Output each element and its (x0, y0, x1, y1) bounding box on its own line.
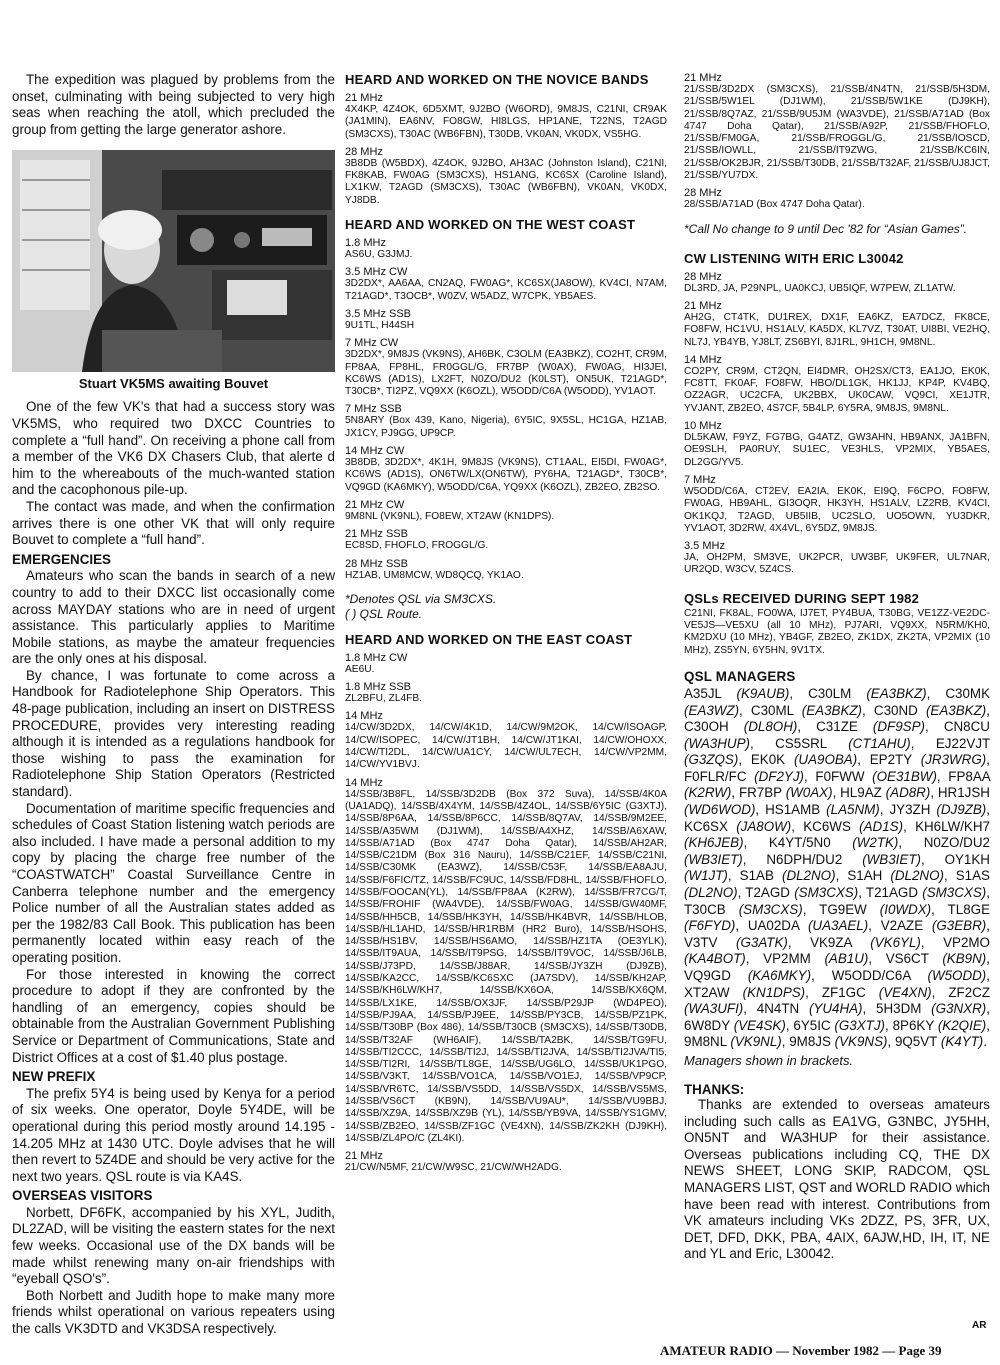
band-label: 1.8 MHz (345, 237, 386, 250)
manager-call: 5H3DM (876, 1001, 922, 1017)
band-label: 28 MHz SSB (345, 557, 408, 570)
manager-call: VQ9GD (684, 968, 731, 983)
band-label: 3.5 MHz CW (345, 266, 408, 279)
section-heading-east-coast: HEARD AND WORKED ON THE EAST COAST (345, 631, 633, 647)
call-list: DL3RD, JA, P29NPL, UA0KCJ, UB5IQF, W7PEW, ZL1ATW. (684, 282, 956, 294)
manager-route: (AD1S) (859, 818, 904, 834)
manager-call: FP8AA (948, 768, 990, 784)
manager-route: (K4YT) (940, 1034, 984, 1050)
paragraph: For those interested in knowing the correct procedure to adopt if they are confronted by the handling of an emergency, copies should be obtainable from the Australian Government Publishing Service or Department of Communications, State and District Offices at a cost of $1.40 plus postage. (12, 966, 335, 1065)
call-list: HZ1AB, UM8MCW, WD8QCQ, YK1AO. (345, 569, 524, 581)
manager-route: (EA3WZ) (684, 702, 740, 718)
column-left (12, 72, 335, 1338)
band-label: 7 MHz (684, 473, 716, 486)
paragraph: Documentation of maritime specific frequencies and schedules of Coast Station listening watch periods are also included. I have made a personal addition to my copy by placing the charge free number of the “COASTWATCH” Coastal Surveillance Centre in Canberra telephone number and the emergency Police number of all the Australian states added as per the 1982/83 Call Book. This publication has been permanently located within easy reach of the operating position. (12, 800, 335, 965)
manager-call: V2AZE (880, 918, 924, 934)
manager-route: (WB3IET) (862, 851, 921, 867)
manager-call: 9Q5VT (894, 1034, 938, 1050)
footnote: ( ) QSL Route. (345, 606, 423, 621)
manager-call: TL8GE (947, 901, 990, 917)
call-list: 9U1TL, H44SH (345, 319, 415, 331)
manager-call: T21AGD (865, 885, 919, 901)
band-label: 7 MHz CW (345, 337, 399, 350)
call-list: 14/CW/3D2DX, 14/CW/4K1D, 14/CW/9M2OK, 14/CW/ISOAGP, 14/CW/ISOPEC, 14/CW/JT1BH, 14/CW/JT1KAI, 14/CW/OHOXX, 14/CW/TI2DL, 14/CW/UA1CY, 14/CW/UL7ECH, 14/CW/VP2MM, 14/CW/YV1BVJ. (345, 722, 667, 771)
manager-call: 6Y5IC (793, 1017, 831, 1033)
manager-route: (W1JT) (684, 868, 728, 884)
band-label: 1.8 MHz CW (345, 651, 408, 664)
manager-route: (DF2YJ) (754, 768, 805, 784)
manager-route: (AD8R) (885, 785, 931, 801)
manager-call: KC6SX (684, 818, 728, 834)
call-list: W5ODD/C6A, CT2EV, EA2IA, EK0K, EI9Q, F6CPO, FO8FW, FW0AG, HB9AHL, GI3OQR, HK3YH, HS1ALV, LZ2RB, KV4CI, OK1KQJ, T2AGD, UB5IIB, UC2SLO, UO5OWN, YU3DKR, YV1AOT, 3D2RW, 4X4VL, 6Y5DZ, 9M8JS. (684, 485, 990, 534)
manager-route: (KN1DPS) (742, 984, 806, 1000)
photo-illustration (12, 150, 335, 372)
manager-route: (EA3BKZ) (801, 702, 863, 718)
manager-call: ZF2CZ (948, 984, 990, 1000)
band-label: 28 MHz (684, 187, 722, 200)
call-list: AE6U. (345, 663, 375, 675)
call-list: 28/SSB/A71AD (Box 4747 Doha Qatar). (684, 199, 865, 211)
manager-call: C31ZE (816, 719, 858, 735)
manager-route: (DL2NO) (890, 868, 944, 884)
manager-call: 9M8NL (684, 1034, 727, 1050)
manager-call: EP2TY (869, 752, 912, 768)
paragraph: One of the few VK's that had a success story was VK5MS, who required two DXCC Countries to complete a “full hand”. On receiving a phone call from a member of the VK6 DX Chasers Club, that alerte d him to the whereabouts of the much-wanted station and the cacophonous pile-up. (12, 399, 335, 498)
manager-route: (KB9N) (942, 951, 987, 967)
call-list: 9M8NL (VK9NL), FO8EW, XT2AW (KN1DPS). (345, 510, 555, 522)
manager-route: (VE4XN) (878, 984, 932, 1000)
band-label: 21 MHz (345, 1150, 383, 1163)
manager-route: (K2RW) (684, 785, 732, 801)
section-heading-qsls-received: QSLs RECEIVED DURING SEPT 1982 (684, 590, 920, 606)
manager-call: C30ND (873, 702, 918, 718)
manager-route: (EA3BKZ) (866, 685, 927, 701)
qsl-managers-list: A35JL (K9AUB), C30LM (EA3BKZ), C30MK (EA3WZ), C30ML (EA3BKZ), C30ND (EA3BKZ), C30OH (DL8OH), C31ZE (DF9SP), CN8CU (WA3HUP), CS5SRL (CT1AHU), EJ22VJT (G3ZQS), EK0K (UA9OBA), EP2TY (JR3WRG), F0FLR/FC (DF2YJ), F0FWW (OE31BW), FP8AA (K2RW), FR7BP (W0AX), HL9AZ (AD8R), HR1JSH (WD6WOD), HS1AMB (LA5NM), JY3ZH (DJ9ZB), KC6SX (JA8OW), KC6WS (AD1S), KH6LW/KH7 (KH6JEB), K4YT/5N0 (W2TK), N0ZO/DU2 (WB3IET), N6DPH/DU2 (WB3IET), OY1KH (W1JT), S1AB (DL2NO), S1AH (DL2NO), S1AS (DL2NO), T2AGD (SM3CXS), T21AGD (SM3CXS), T30CB (SM3CXS), TG9EW (I0WDX), TL8GE (F6FYD), UA02DA (UA3AEL), V2AZE (G3EBR), V3TV (G3ATK), VK9ZA (VK6YL), VP2MO (KA4BOT), VP2MM (AB1U), VS6CT (KB9N), VQ9GD (KA6MKY), W5ODD/C6A (W5ODD), XT2AW (KN1DPS), ZF1GC (VE4XN), ZF2CZ (WA3UFI), 4N4TN (YU4HA), 5H3DM (G3NXR), 6W8DY (VE4SK), 6Y5IC (G3XTJ), 8P6KY (K2QIE), 9M8NL (VK9NL), 9M8JS (VK9NS), 9Q5VT (K4YT). (684, 685, 990, 1050)
band-label: 10 MHz (684, 420, 722, 433)
manager-call: F0FLR/FC (684, 768, 747, 784)
manager-call: EK0K (750, 752, 786, 768)
manager-call: KC6WS (803, 818, 851, 834)
band-label: 14 MHz (345, 710, 383, 723)
manager-route: (UA3AEL) (807, 918, 869, 934)
manager-route: (WA3UFI) (684, 1001, 744, 1017)
manager-route: (WB3IET) (684, 851, 743, 867)
section-heading-emergencies: EMERGENCIES (12, 551, 111, 567)
manager-call: T2AGD (745, 885, 790, 901)
manager-route: (W5ODD) (927, 968, 987, 983)
manager-route: (W0AX) (785, 785, 833, 801)
manager-route: (G3NXR) (931, 1001, 987, 1017)
manager-call: CN8CU (943, 719, 990, 735)
manager-call: UA02DA (747, 918, 800, 934)
paragraph: Amateurs who scan the bands in search of a new country to add to their DXCC list occasionally come across MAYDAY stations who are in need of urgent assistance. This particularly applies to Maritime Mobile stations, as maybe the amateur frequencies are the only ones at his disposal. (12, 568, 335, 667)
manager-route: (JR3WRG) (920, 752, 987, 768)
manager-route: (DL8OH) (743, 719, 798, 735)
manager-route: (I0WDX) (879, 901, 932, 917)
manager-call: 8P6KY (892, 1017, 935, 1033)
manager-route: (AB1U) (824, 951, 869, 967)
section-heading-qsl-managers: QSL MANAGERS (684, 668, 796, 684)
call-list: 3B8DB (W5BDX), 4Z4OK, 9J2BO, AH3AC (Johnston Island), C21NI, FK8KAB, FW0AG (SM3CXS), HS1ANG, KC6SX (Caroline Island), LX1KW, T2AGD (SM3CXS), T30AC (WB6FBN), VK0AN, VK0DX, YJ8DB. (345, 157, 667, 206)
manager-call: CS5SRL (775, 735, 827, 751)
band-label: 7 MHz SSB (345, 403, 402, 416)
footnote: *Denotes QSL via SM3CXS. (345, 591, 497, 606)
manager-route: (KA6MKY) (747, 968, 812, 983)
manager-route: (DJ9ZB) (936, 802, 987, 818)
article-body (12, 72, 335, 138)
manager-route: (SM3CXS) (738, 901, 803, 917)
manager-route: (G3EBR) (931, 918, 987, 934)
manager-route: (DL2NO) (781, 868, 836, 884)
manager-route: (K2QIE) (937, 1017, 987, 1033)
call-list: AH2G, CT4TK, DU1REX, DX1F, EA6KZ, EA7DCZ, FK8CE, FO8FW, HC1VU, HS1ALV, KA5DX, KL7VZ, T30AT, UI8BI, VE2HQ, NL7J, YB4YB, YJ8LT, ZS6BYI, 8J1RL, 9H1CH, 9M8NL. (684, 311, 990, 348)
manager-route: (WD6WOD) (684, 802, 756, 818)
manager-call: EJ22VJT (935, 735, 990, 751)
call-list: 21/SSB/3D2DX (SM3CXS), 21/SSB/4N4TN, 21/SSB/5H3DM, 21/SSB/5W1EL (DJ1WM), 21/SSB/5W1KE (DJ9KH), 21/SSB/8Q7AZ, 21/SSB/9U5JM (WA3VDE), 21/SSB/A71AD (Box 4747 Doha Qatar), 21/SSB/A92P, 21/SSB/FHOFLO, 21/SSB/FM0GA, 21/SSB/FROGGL/G, 21/SSB/IOSCD, 21/SSB/IOWLL, 21/SSB/IT9ZWG, 21/SSB/KC6IN, 21/SSB/OK2BJR, 21/SSB/T30DB, 21/SSB/T32AF, 21/SSB/UJ8JCT, 21/SSB/YU7DX. (684, 84, 990, 182)
call-list: 3D2DX*, AA6AA, CN2AQ, FW0AG*, KC6SX(JA8OW), KV4CI, N7AM, T21AGD*, T3OCB*, W0ZV, W5ADZ, W7CPK, YB5AES. (345, 278, 667, 302)
manager-call: VS6CT (885, 951, 929, 967)
call-list: 21/CW/N5MF, 21/CW/W9SC, 21/CW/WH2ADG. (345, 1162, 562, 1174)
call-list: AS6U, G3JMJ. (345, 249, 413, 261)
band-label: 3.5 MHz SSB (345, 307, 412, 320)
manager-call: C30LM (808, 685, 852, 701)
band-label: 14 MHz CW (345, 445, 405, 458)
call-list: 3B8DB, 3D2DX*, 4K1H, 9M8JS (VK9NS), CT1AAL, EI5DI, FW0AG*, KC6WS (AD1S), ON6TW/LX(ON6TW), PY6HA, T21AGD*, T30CB*, VQ9GD (KA6MKY), W5ODD/C6A, YQ9XX (K6OZL), ZB2EO, ZB2SO. (345, 457, 667, 493)
manager-call: N0ZO/DU2 (923, 835, 990, 851)
manager-call: XT2AW (684, 984, 730, 1000)
manager-call: S1AH (847, 868, 883, 884)
manager-route: (DL2NO) (684, 885, 738, 901)
manager-call: HS1AMB (765, 802, 821, 818)
manager-call: S1AB (739, 868, 774, 884)
band-label: 3.5 MHz (684, 540, 725, 553)
manager-route: (KA4BOT) (684, 951, 746, 967)
manager-call: 6W8DY (684, 1017, 730, 1033)
manager-call: A35JL (684, 685, 722, 701)
manager-call: V3TV (684, 934, 718, 950)
band-label: 28 MHz (345, 145, 383, 158)
manager-call: W5ODD/C6A (831, 968, 911, 983)
thanks-body (684, 1097, 990, 1263)
manager-call: HR1JSH (937, 785, 990, 801)
call-list: 5N8ARY (Box 439, Kano, Nigeria), 6Y5IC, 9X5SL, HC1GA, HZ1AB, JX1CY, PJ9GG, UP9CP. (345, 415, 667, 439)
band-label: 28 MHz (684, 270, 722, 283)
manager-route: (W2TK) (852, 835, 899, 851)
call-list: JA, OH2PM, SM3VE, UK2PCR, UW3BF, UK9FER, UL7NAR, UR2QD, W3CV, 5Z4CS. (684, 552, 990, 576)
paragraph: By chance, I was fortunate to come across a Handbook for Radiotelephone Ship Operators. This 48-page publication, including an insert on DISTRESS PROCEDURE, provides very interesting reading although it is intended as a regulations handbook for those wishing to pass the examination for Radiotelephone Ship Station Operators (Restricted standard). (12, 667, 335, 800)
manager-call: OY1KH (944, 851, 990, 867)
manager-call: K4YT/5N0 (768, 835, 831, 851)
paragraph: Norbett, DF6FK, accompanied by his XYL, Judith, DL2ZAD, will be visiting the eastern states for the next few weeks. Occasional use of the DX bands will be made whilst renewing many on-air friendships with “eyeball QSO's”. (12, 1204, 335, 1287)
manager-route: (G3XTJ) (834, 1017, 886, 1033)
band-label: 14 MHz (684, 353, 722, 366)
article-body-continued (12, 399, 335, 1337)
manager-call: C30ML (750, 702, 794, 718)
manager-route: (CT1AHU) (848, 735, 911, 751)
band-label: 21 MHz (684, 299, 722, 312)
band-label: 21 MHz (345, 92, 383, 104)
manager-route: (VK9NS) (834, 1034, 888, 1050)
photo-caption: Stuart VK5MS awaiting Bouvet (78, 376, 269, 392)
managers-note: Managers shown in brackets. (684, 1052, 854, 1068)
call-list: 3D2DX*, 9M8JS (VK9NS), AH6BK, C3OLM (EA3BKZ), CO2HT, CR9M, FP8AA, FP8HL, FR0GGL/G, FR7BP (W0AX), FW0AG, HI3JEI, KC6WS (AD1S), LX2FT, N0ZO/DU2 (K0LST), ON5UK, T21AGD*, T30CB*, TI2PZ, VQ9XX (K6OZL), W5ODD/C6A (W5ODD), YV1AOT. (345, 349, 667, 398)
manager-call: S1AS (955, 868, 990, 884)
manager-call: VP2MO (943, 934, 990, 950)
manager-route: (JA8OW) (736, 818, 792, 834)
manager-route: (VK9NL) (730, 1034, 782, 1050)
call-list: ZL2BFU, ZL4FB. (345, 693, 422, 705)
manager-call: VK9ZA (810, 934, 852, 950)
manager-call: C30OH (684, 719, 729, 735)
section-heading-west-coast: HEARD AND WORKED ON THE WEST COAST (345, 217, 636, 233)
manager-route: (K9AUB) (736, 685, 790, 701)
manager-route: (WA3HUP) (684, 735, 750, 751)
manager-route: (OE31BW) (872, 768, 937, 784)
manager-call: JY3ZH (889, 802, 931, 818)
manager-call: HL9AZ (840, 785, 882, 801)
manager-route: (SM3CXS) (794, 885, 859, 901)
call-list: C21NI, FK8AL, FO0WA, IJ7ET, PY4BUA, T30BG, VE1ZZ-VE2DC-VE5JS—VE5XU (all 10 MHz), PJ7ARI, VQ9XX, N5RM/KH0, KM2DXU (10 MHz), YB4GF, ZB2EO, ZK1DX, ZK2TA, VP2MIX (10 MHz), ZS5YN, 6Y5HN, 9V1TX. (684, 607, 990, 656)
footnote: *Call No change to 9 until Dec '82 for “Asian Games”. (684, 221, 968, 236)
manager-call: N6DPH/DU2 (766, 851, 843, 867)
manager-call: KH6LW/KH7 (915, 818, 990, 834)
manager-call: ZF1GC (821, 984, 866, 1000)
photo-vk5ms (12, 150, 335, 372)
end-mark: AR (972, 1320, 987, 1331)
manager-call: VP2MM (763, 951, 811, 967)
call-list: CO2PY, CR9M, CT2QN, EI4DMR, OH2SX/CT3, EA1JO, EK0K, FC8TT, FK0AF, FO8FW, HBO/DL1GK, HK1JJ, KP4P, KV4BQ, OZ2AGR, UC2CFA, UK2BBX, UK0CAW, VQ9CI, XE1JTR, YVJANT, ZB2EO, 4S7CF, 5B4LP, 6Y5RA, 9M8JS, 9M8NL. (684, 365, 990, 414)
paragraph: Both Norbett and Judith hope to make many more friends whilst operational on various repeaters using the calls VK3DTD and VK3DSA respectively. (12, 1287, 335, 1337)
manager-route: (VE4SK) (733, 1017, 786, 1033)
paragraph: The prefix 5Y4 is being used by Kenya for a period of six weeks. One operator, Doyle 5Y4DE, will be operational during this period mostly around 14.195 - 14.205 MHz at 1430 UTC. Doyle advises that he will then revert to 5Z4DE and should be very active for the next two years. QSL route is via KA4S. (12, 1085, 335, 1184)
manager-call: T30CB (684, 901, 726, 917)
manager-route: (EA3BKZ) (925, 702, 987, 718)
page-footer: AMATEUR RADIO — November 1982 — Page 39 (660, 1343, 942, 1358)
manager-route: (VK6YL) (870, 934, 921, 950)
paragraph: Thanks are extended to overseas amateurs including such calls as EA1VG, G3NBC, JY5HH, ON5NT and WA3HUP for their assistance. Overseas publications including CQ, THE DX NEWS SHEET, LONG SKIP, RADCOM, QSL MANAGERS LIST, QST and WORLD RADIO which have been read with interest. Contributions from VK amateurs including VKs 2DZZ, PS, 3FR, UX, DET, DFD, DKK, PBA, 4AIX, 6AJW,HD, IH, IT, NE and YL and Eric, L30042. (684, 1096, 990, 1262)
band-label: 14 MHz (345, 776, 383, 789)
manager-route: (KH6JEB) (684, 835, 744, 851)
manager-route: (YU4HA) (808, 1001, 863, 1017)
column-right (684, 72, 990, 1263)
section-heading-thanks: THANKS: (684, 1081, 745, 1097)
manager-call: FR7BP (738, 785, 782, 801)
column-middle (345, 72, 667, 1175)
manager-call: F0FWW (815, 768, 865, 784)
manager-route: (F6FYD) (684, 918, 736, 934)
call-list: 4X4KP, 4Z4OK, 6D5XMT, 9J2BO (W6ORD), 9M8JS, C21NI, CR9AK (JA1MIN), EA6NV, FO8GW, HI8LGS, HP1ANE, T22NS, T2AGD (SM3CXS), T30AC (WB6FBN), T30DB, VK0AN, VK0DX, VS5HG. (345, 104, 667, 140)
manager-route: (G3ZQS) (684, 752, 739, 768)
manager-call: 4N4TN (756, 1001, 800, 1017)
manager-route: (DF9SP) (872, 719, 926, 735)
paragraph: The expedition was plagued by problems from the onset, culminating with being subjected to very high seas when reaching the atoll, which precluded the group from getting the large generator ashore. (12, 72, 335, 137)
manager-route: (UA9OBA) (793, 752, 858, 768)
manager-call: TG9EW (819, 901, 867, 917)
band-label: 21 MHz CW (345, 498, 405, 511)
manager-route: (LA5NM) (826, 802, 880, 818)
call-list: 14/SSB/3B8FL, 14/SSB/3D2DB (Box 372 Suva), 14/SSB/4K0A (UA1ADQ), 14/SSB/4X4YM, 14/SSB/4Z4OL, 14/SSB/6Y5IC (G3XTJ), 14/SSB/8P6AA, 14/SSB/8P6CC, 14/SSB/8Q7AV, 14/SSB/9M2EE, 14/SSB/A35WM (DJ1WM), 14/SSB/A4XHZ, 14/SSB/A6XAW, 14/SSB/A71AD (Box 4747 Doha Qatar), 14/SSB/AH2AR, 14/SSB/C21DM (Box 316 Nauru), 14/SSB/C21EF, 14/SSB/C21NI, 14/SSB/C30MK (EA3WZ), 14/SSB/C53F, 14/SSB/EA8AJU, 14/SSB/F6FIC/TZ, 14/SSB/FC9UC, 14/SSB/FD8HL, 14/SSB/FHOFLO, 14/SSB/FOOCAN(YL), 14/SSB/FP8AA (K2RW), 14/SSB/FR7CG/T, 14/SSB/FROHIF (WA4VDE), 14/SSB/FW0AG, 14/SSB/GW40MF, 14/SSB/HH5CB, 14/SSB/HK3YH, 14/SSB/HK4BVR, 14/SSB/HLOB, 14/SSB/HL1AHD, 14/SSB/HR1RBM (HR2 Buro), 14/SSB/HSOHS, 14/SSB/HS1BV, 14/SSB/HS6AMO, 14/SSB/HZ1TA (OE3YLK), 14/SSB/IT9AUA, 14/SSB/IT9PSG, 14/SSB/IT9VOC, 14/SSB/J6LB, 14/SSB/J73PD, 14/SSB/J88AR, 14/SSB/JY3ZH (DJ9ZB), 14/SSB/KA2CC, 14/SSB/KC6SXC (JA7SDV), 14/SSB/KH2AP, 14/SSB/KH6LW/KH7, 14/SSB/KX6OA, 14/SSB/KX6QM, 14/SSB/LX1KE, 14/SSB/OX3JF, 14/SSB/P29JP (WD4PEO), 14/SSB/PJ9AA, 14/SSB/PJ9EE, 14/SSB/PY3CB, 14/SSB/PZ1PK, 14/SSB/T30BP (Box 486), 14/SSB/T30CB (SM3CXS), 14/SSB/T30DB, 14/SSB/T32AF (WH6AIF), 14/SSB/TA2BK, 14/SSB/TG9FU, 14/SSB/TI2CCC, 14/SSB/TI2J, 14/SSB/TI2JVA, 14/SSB/TI2JVA/TI5, 14/SSB/TI2RI, 14/SSB/TL8GE, 14/SSB/UG6LO, 14/SSB/UK1PGO, 14/SSB/V3KT, 14/SSB/VO1CA, 14/SSB/VO1EJ, 14/SSB/VP9CP, 14/SSB/VR6TC, 14/SSB/VS5DD, 14/SSB/VS5DX, 14/SSB/VS5MS, 14/SSB/VS6CT (KB9N), 14/SSB/VU9AU*, 14/SSB/VU9BBJ, 14/SSB/XZ9A, 14/SSB/XZ9B (YL), 14/SSB/YB9VA, 14/SSB/YS1GMV, 14/SSB/ZB2EO, 14/SSB/ZF1GC (VE4XN), 14/SSB/ZK2KH (DJ9KH), 14/SSB/ZL4PO/C (ZL4KI). (345, 788, 667, 1144)
band-label: 1.8 MHz SSB (345, 681, 412, 694)
section-heading-novice: HEARD AND WORKED ON THE NOVICE BANDS (345, 72, 649, 87)
section-heading-cw-listening: CW LISTENING WITH ERIC L30042 (684, 250, 904, 266)
paragraph: The contact was made, and when the confirmation arrives there is one other VK that will only require Bouvet to complete a “full hand”. (12, 498, 335, 548)
manager-route: (G3ATK) (736, 934, 788, 950)
band-label: 21 MHz (684, 72, 722, 84)
section-heading-new-prefix: NEW PREFIX (12, 1069, 96, 1085)
call-list: EC8SD, FHOFLO, FROGGL/G. (345, 540, 489, 552)
manager-call: 9M8JS (789, 1034, 831, 1050)
manager-call: C30MK (945, 685, 990, 701)
section-heading-overseas-visitors: OVERSEAS VISITORS (12, 1188, 153, 1204)
band-label: 21 MHz SSB (345, 528, 408, 541)
manager-route: (SM3CXS) (922, 885, 987, 901)
call-list: DL5KAW, F9YZ, FG7BG, G4ATZ, GW3AHN, HB9ANX, JA1BFN, OE9SLH, PA0RUY, SU1EC, VE3HLS, VP2MIX, YB5AES, DL2GG/YV5. (684, 432, 990, 468)
